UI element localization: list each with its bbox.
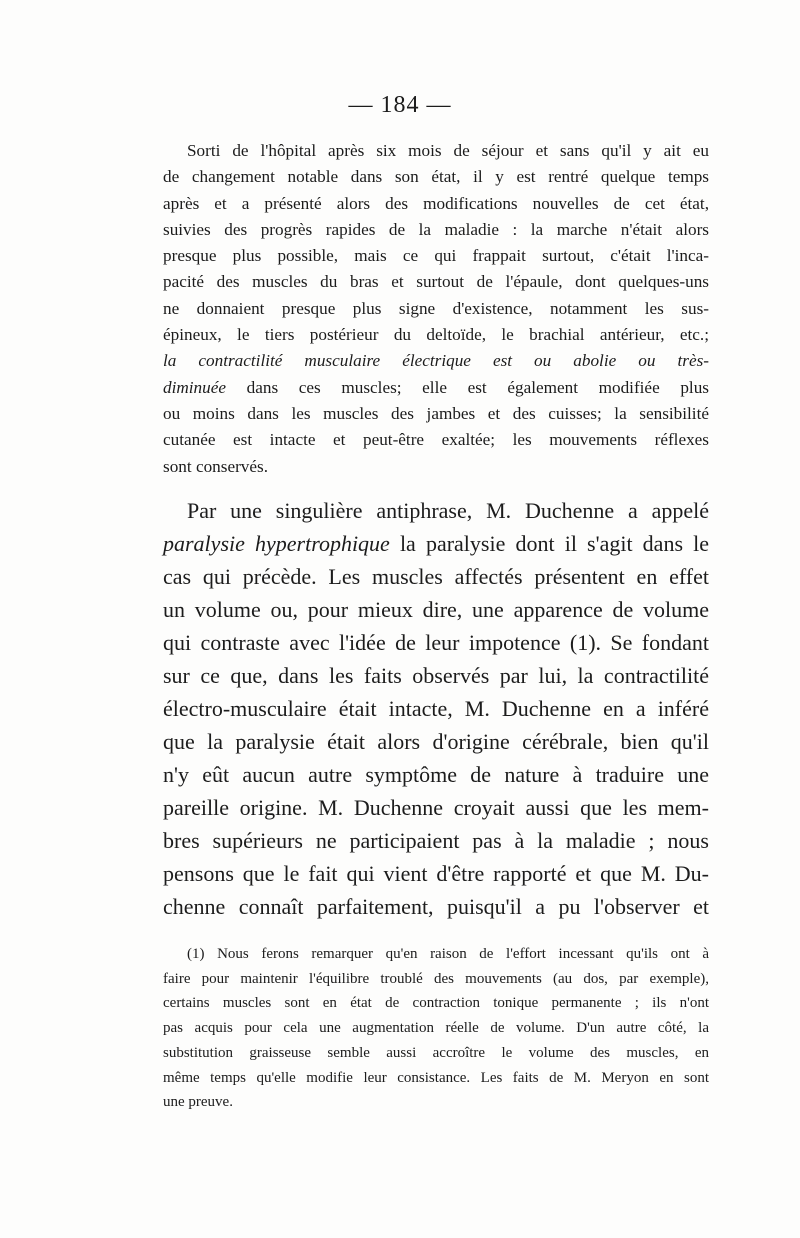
footnote-line: même temps qu'elle modifie leur consistance. Les faits de M. Meryon en sont [163, 1069, 709, 1086]
first-paragraph [163, 138, 709, 480]
text-line: cutanée est intacte et peut-être exaltée; les mouvements réflexes [163, 430, 709, 450]
text-line: après et a présenté alors des modifications nouvelles de cet état, [163, 193, 709, 213]
italic-word: diminuée [163, 377, 227, 397]
footnote-line: substitution graisseuse semble aussi accroître le volume des muscles, en [163, 1044, 709, 1061]
text-line: qui contraste avec l'idée de leur impotence (1). Se fondant [163, 630, 709, 655]
footnote-line: pas acquis pour cela une augmentation réelle de volume. D'un autre côté, la [163, 1020, 709, 1037]
text-line: cas qui précède. Les muscles affectés présentent en effet [163, 564, 709, 589]
footnote [163, 942, 709, 1115]
italic-phrase: la contractilité musculaire électrique est ou abolie ou très- [163, 351, 709, 371]
text-line: pensons que le fait qui vient d'être rapporté et que M. Du- [163, 861, 709, 886]
text-line: sont conservés. [163, 456, 269, 476]
footnote-line: certains muscles sont en état de contraction tonique permanente ; ils n'ont [163, 995, 709, 1012]
text-line: pareille origine. M. Duchenne croyait aussi que les mem- [163, 795, 709, 820]
text-segment: dans ces muscles; elle est également modifiée plus [226, 377, 709, 397]
text-line: épineux, le tiers postérieur du deltoïde, le brachial antérieur, etc.; [163, 325, 709, 345]
text-segment: moins dans les muscles des jambes et des cuisses; la sensibilité [192, 403, 709, 423]
text-line: bres supérieurs ne participaient pas à la maladie ; nous [163, 828, 709, 853]
text-line: Par une singulière antiphrase, M. Duchenne a appelé [187, 498, 709, 523]
page-number: — 184 — [348, 92, 452, 118]
text-line: suivies des progrès rapides de la maladie : la marche n'était alors [163, 219, 709, 239]
footnote-line: faire pour maintenir l'équilibre troublé des mouvements (au dos, par exemple), [163, 970, 709, 987]
text-line-mixed [163, 527, 709, 560]
second-paragraph [163, 494, 709, 923]
text-line: sur ce que, dans les faits observés par lui, la contractilité [163, 663, 709, 688]
italic-phrase: paralysie hypertrophique [163, 531, 390, 556]
text-line: de changement notable dans son état, il y est rentré quelque temps [163, 167, 709, 187]
text-line: n'y eût aucun autre symptôme de nature à traduire une [163, 762, 709, 787]
text-line: chenne connaît parfaitement, puisqu'il a pu l'observer et [163, 894, 709, 919]
text-segment: la paralysie dont il s'agit dans le [389, 531, 709, 556]
text-line-italic [163, 348, 709, 374]
text-line: ne donnaient presque plus signe d'existence, notamment les sus- [163, 298, 709, 318]
text-line-mixed [163, 375, 709, 401]
footnote-line: une preuve. [163, 1094, 233, 1111]
text-line: électro-musculaire était intacte, M. Duchenne en a inféré [163, 696, 709, 721]
footnote-line: (1) Nous ferons remarquer qu'en raison de l'effort incessant qu'ils ont à [187, 946, 709, 962]
text-line [163, 401, 709, 427]
text-line: pacité des muscles du bras et surtout de l'épaule, dont quelques-uns [163, 272, 709, 292]
text-line: presque plus possible, mais ce qui frappait surtout, c'était l'inca- [163, 246, 709, 266]
text-line: un volume ou, pour mieux dire, une apparence de volume [163, 597, 709, 622]
text-line: Sorti de l'hôpital après six mois de séjour et sans qu'il y ait eu [187, 141, 709, 160]
text-line: que la paralysie était alors d'origine cérébrale, bien qu'il [163, 729, 709, 754]
text-segment: ou [163, 403, 181, 423]
